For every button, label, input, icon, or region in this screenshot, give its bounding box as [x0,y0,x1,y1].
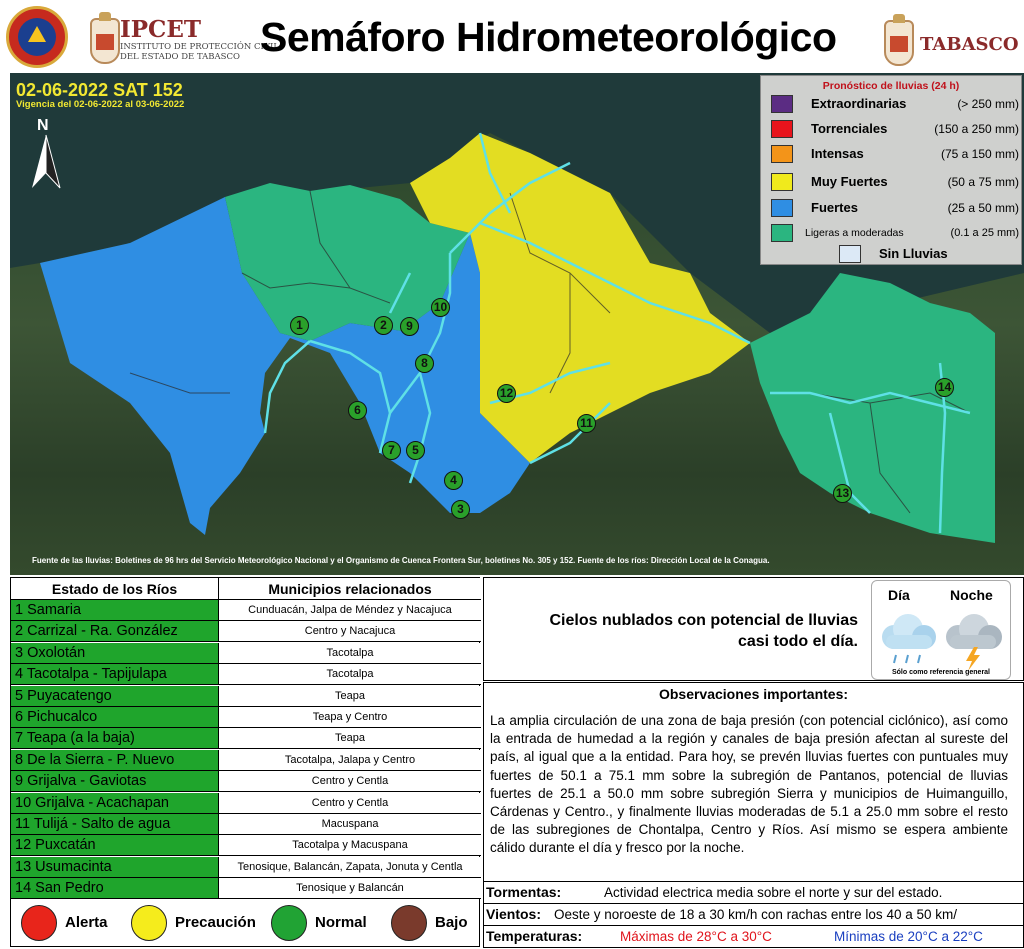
sky-forecast-text: Cielos nublados con potencial de lluvias casi todo el día. [549,612,858,650]
river-name-cell: 2 Carrizal - Ra. González [11,621,219,641]
legend-item-sin-lluvias: Sin Lluvias [839,243,1024,265]
table-row [11,728,481,749]
rivers-status-table [10,577,480,899]
proteccion-civil-logo [6,6,68,68]
status-dot [21,905,57,941]
ipcet-title: IPCET [120,16,202,43]
status-dot [391,905,427,941]
table-row [11,835,481,856]
river-name-cell: 3 Oxolotán [11,643,219,663]
river-name-cell: 4 Tacotalpa - Tapijulapa [11,664,219,684]
legend-item-ligeras: Ligeras a moderadas (0.1 a 25 mm) [771,222,1019,244]
temperaturas-row [483,926,1024,948]
table-row [11,857,481,878]
river-name-cell: 8 De la Sierra - P. Nuevo [11,750,219,770]
river-marker-9: 9 [400,317,419,336]
tormentas-label: Tormentas: [486,884,562,900]
river-marker-14: 14 [935,378,954,397]
legend-swatch [771,224,793,242]
table-row [11,814,481,835]
municipios-cell: Tacotalpa y Macuspana [219,835,481,855]
municipios-cell: Centro y Nacajuca [219,621,481,641]
vientos-label: Vientos: [486,906,541,922]
north-label: N [37,117,49,134]
table-row [11,643,481,664]
municipios-cell: Teapa [219,728,481,748]
page-title: Semáforo Hidrometeorológico [260,14,837,60]
table-row [11,707,481,728]
table-row [11,664,481,685]
municipios-cell: Tacotalpa [219,664,481,684]
bulletin-validity: Vigencia del 02-06-2022 al 03-06-2022 [16,99,185,110]
river-name-cell: 7 Teapa (a la baja) [11,728,219,748]
river-marker-2: 2 [374,316,393,335]
observations-panel [483,682,1024,882]
tabasco-label: TABASCO [920,34,1019,55]
municipios-cell: Teapa y Centro [219,707,481,727]
observations-title: Observaciones importantes: [658,686,849,702]
temperaturas-label: Temperaturas: [486,928,583,944]
table-row [11,621,481,642]
reference-note: Sólo como referencia general [891,669,991,676]
weather-icons-box [871,580,1011,680]
river-marker-8: 8 [415,354,434,373]
rivers-header: Estado de los Ríos [11,578,219,600]
rain-forecast-map [10,73,1024,575]
status-dot [271,905,307,941]
temp-max-value: Máximas de 28°C a 30°C [620,929,772,944]
municipios-cell: Macuspana [219,814,481,834]
river-name-cell: 10 Grijalva - Acachapan [11,793,219,813]
river-marker-1: 1 [290,316,309,335]
municipios-header: Municipios relacionados [219,578,481,600]
municipios-cell: Teapa [219,686,481,706]
status-dot [131,905,167,941]
sky-forecast-panel [483,577,1024,681]
vientos-value: Oeste y noroeste de 18 a 30 km/h con rachas entre los 40 a 50 km/ [554,907,957,922]
municipios-cell: Centro y Centla [219,771,481,791]
vientos-row [483,904,1024,926]
river-marker-5: 5 [406,441,425,460]
legend-swatch [771,173,793,191]
legend-item-fuertes: Fuertes (25 a 50 mm) [771,197,1019,219]
table-row [11,878,481,899]
cloud-rain-icon [882,614,936,663]
river-marker-10: 10 [431,298,450,317]
river-name-cell: 9 Grijalva - Gaviotas [11,771,219,791]
river-marker-4: 4 [444,471,463,490]
legend-swatch [771,145,793,163]
tabasco-state-crest [884,20,914,66]
tormentas-value: Actividad electrica media sobre el norte y sur del estado. [604,885,943,900]
day-label: Día [888,587,910,603]
river-marker-6: 6 [348,401,367,420]
table-row [11,771,481,792]
river-name-cell: 6 Pichucalco [11,707,219,727]
table-row [11,600,481,621]
municipios-cell: Tacotalpa, Jalapa y Centro [219,750,481,770]
legend-swatch [839,245,861,263]
weather-icons [872,603,1012,673]
legend-item-extraordinarias: Extraordinarias (> 250 mm) [771,93,1019,115]
data-source-note: Fuente de las lluvias: Boletines de 96 hrs del Servicio Meteorológico Nacional y el Organismo de Cuenca Frontera Sur, boletines No. 305 y 152. Fuente de los ríos: Dirección Local de la Conagua. [32,556,770,565]
river-name-cell: 1 Samaria [11,600,219,620]
legend-title: Pronóstico de lluvias (24 h) [822,80,960,92]
river-name-cell: 5 Puyacatengo [11,686,219,706]
bulletin-date: 02-06-2022 SAT 152 [16,80,183,100]
river-name-cell: 11 Tulijá - Salto de agua [11,814,219,834]
river-name-cell: 13 Usumacinta [11,857,219,877]
river-name-cell: 12 Puxcatán [11,835,219,855]
legend-swatch [771,199,793,217]
municipios-cell: Centro y Centla [219,793,481,813]
observations-body: La amplia circulación de una zona de baja presión (con potencial ciclónico), así como la entrada de humedad a la región y canales de baja presión afectan al sureste del país, al igual que a la entidad. Para hoy, se prevén lluvias fuertes con puntuales muy fuertes de 50.1 a 75.1 mm sobre la subregión de Pantanos, potencial de lluvias fuertes de 25.1 a 50.0 mm sobre subregión Sierra y municipios de Huimanguillo, Cárdenas y Centro., y finalmente lluvias moderadas de 5.1 a 25.0 mm sobre el resto de las subregiones de Chontalpa, Centro y Ríos. Así mismo se espera ambiente cálido durante el día y fresco por la noche. [490,713,1008,856]
river-marker-13: 13 [833,484,852,503]
municipios-cell: Cunduacán, Jalpa de Méndez y Nacajuca [219,600,481,620]
river-marker-7: 7 [382,441,401,460]
legend-swatch [771,120,793,138]
municipios-cell: Tacotalpa [219,643,481,663]
table-row [11,750,481,771]
municipios-cell: Tenosique y Balancán [219,878,481,898]
table-row [11,686,481,707]
legend-item-muy-fuertes: Muy Fuertes (50 a 75 mm) [771,171,1019,193]
river-name-cell: 14 San Pedro [11,878,219,898]
cloud-storm-icon [946,614,1002,671]
river-marker-11: 11 [577,414,596,433]
legend-item-intensas: Intensas (75 a 150 mm) [771,143,1019,165]
municipios-cell: Tenosique, Balancán, Zapata, Jonuta y Centla [219,857,481,877]
rain-legend [760,75,1022,265]
tormentas-row [483,882,1024,904]
legend-item-torrenciales: Torrenciales (150 a 250 mm) [771,118,1019,140]
river-status-legend: Alerta Precaución Normal Bajo [10,899,480,947]
ipcet-subtitle: INSTITUTO DE PROTECCIÓN CIVIL DEL ESTADO DE TABASCO [120,42,279,62]
river-marker-3: 3 [451,500,470,519]
night-label: Noche [950,587,993,603]
table-row [11,793,481,814]
river-marker-12: 12 [497,384,516,403]
tabasco-crest-logo [90,18,120,64]
header [0,0,1024,72]
temp-min-value: Mínimas de 20°C a 22°C [834,929,983,944]
legend-swatch [771,95,793,113]
